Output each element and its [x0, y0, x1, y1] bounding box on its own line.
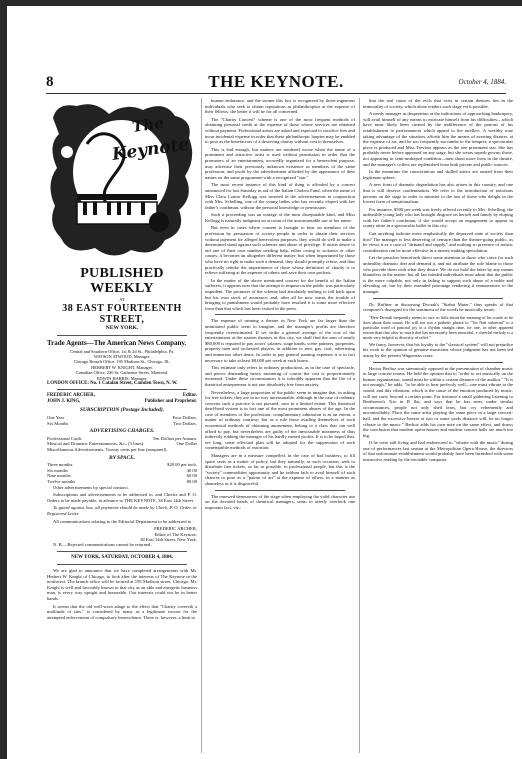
ad-row: Professional Cards Ten Dollars per Annum.	[47, 435, 197, 441]
article-paragraph: In the matter of the above mentioned concert for the benefit of the Italian sufferers, it appears now that the attempt to impose on the public was particularly impudent. The promoter of the scheme had absolutely nothing to fall back upon but his own stock of assurance; and, after all he now wants the trouble of bringing to punishment would probably have resulted it is some more effective form than that which has been visited in the press.	[205, 277, 355, 311]
svg-text:Keynote: Keynote	[110, 134, 191, 165]
scan-edge-left	[0, 0, 7, 759]
publisher-name: JOHN J. KING,	[47, 399, 81, 405]
divider	[373, 362, 503, 363]
column-divider	[359, 98, 360, 753]
page-header	[46, 74, 506, 92]
space-row: Six months 40 00	[47, 467, 197, 473]
article-paragraph: But even in cases where consent is brought to bear on members of the profession by persuasion of society people in order to obtain their services without payment for alleged benevolent purposes, they would do well to make a determined stand against such schemes and abuse of privilege. If artists desire to aid one of their own number needing help, either owing to sickness or other causes, it becomes an altogether different matter; but when importuned by those who have no right to make such a demand, they should promptly refuse, and thus practically rebuke the impertinence of those whose definition of charity is to relieve suffering at the expense of others and save their own pockets.	[205, 225, 355, 276]
divider	[373, 298, 503, 299]
column-divider	[201, 98, 202, 753]
article-paragraph: The "Charity Concert" scheme is one of the most frequent methods of obtaining personal credit at the expense of those whose services are obtained without payment. Professional artists are asked and expected to sacrifice fees and incur incidental expense in order that these philanthropic harpies may be enabled to pose as the benefactors of a deserving charity without cost to themselves.	[205, 116, 355, 145]
article-paragraph: We are glad to announce that we have completed arrangements with Mr. Herbert W. Knight of Chicago, to look after the interests of The Keynote in the northwest. The branch office will be located at 195 Madison street, Chicago. Mr. Knight is well and favorably known in that city as an able and energetic business man, is every way upright and honorable. Our interests could not be in better hands.	[47, 567, 197, 601]
divider	[215, 314, 345, 315]
article-paragraph: For instance, $500 per week was freely offered recently to Mrs. Schelling, the unfeasible young lady who has brought disgrace on herself and family by eloping with her father's coachman, if she would accept an engagement to appear in scanty attire in a spectacular ballet in this city.	[363, 206, 513, 229]
ad-row: Miscellaneous Advertisements, Twenty cents per line (nonpareil).	[47, 447, 168, 452]
article-paragraph: Managers are in a measure compelled, in the case of bad business, to fill space seats as a matter of policy, but they naturally, as such occasion, seek to distribute free tickets, so far as possible, to professional people, but this is the "society" commodities opportunity and be seldom fails to avail himself of such chances to pose as a "patron of art" at the expense of others, in a manner as shameless as it is disgraceful.	[205, 453, 355, 486]
guard-note: To guard against loss, all payments should be made by Check, P. O. Order, or Registered Letter.	[47, 505, 197, 516]
signature-address: 38 East 14th Street, New York.	[140, 536, 197, 542]
column-1	[47, 98, 197, 622]
article-paragraph: A new form of dramatic degradation has also arisen in this country, and one that is still deserve condemnation. We refer to the introduction of notorious persons on the stage in order to minister to the lust of those who delight in the lowest form of sensationalism.	[363, 182, 513, 205]
communications-note: All communications relating to the Editorial Department to be addressed to	[53, 518, 192, 524]
space-row: Nine months 60 00	[47, 473, 197, 479]
column-3	[363, 98, 513, 465]
office-line: Central and Southern Office, 1st & 2d St., Philadelphia, Pa.	[69, 348, 175, 354]
article-paragraph: Let the preacher henceforth direct some attention to those who crave for such unhealthy dramatic diet and demand it, and not attribute the sole blame to those who provide them with what they desire. We do not hold the latter by any means blameless in the matter, but all fair minded individuals must admit that the public is the more culpable, not only in failing to support such abuse of a noble and elevating art, but by their extended patronage rendering it remunerative to the manager.	[363, 255, 513, 294]
page-title: THE KEYNOTE.	[208, 72, 344, 91]
article-paragraph: Dr. Huffner in discussing Dvorak's "Stabat Mater," thus speaks of that composer's disregard for the sentiment of the words he musically treats:	[363, 301, 513, 313]
article-paragraph: Hector Berlioz was strenuously opposed to the presentation of chamber music in large concert rooms. He held the opinion that to "order to act musically on the human organization, sound must be within a certain distance of the auditor." "It is not enough," he adds, "to be able to hear perfectly well—one must vibrate to the sound, and this vibration, which is the cause of the emotion produced by music, will not carry beyond a certain point. For instance a small gathering listening to Beethoven's Trio in B flat, and says that he has seen, under similar circumstances, people not only shed tears, but cry vehemently and uncontrollably. Place the same artist playing the same piece in a large concert-hall, and the excessive heaver at two or some yards distance will, he no longer vibrate to the music." Berlioz adds his own note on the same effect, and draws the conclusion that modern opera-houses and modern concert halls are much too big.	[363, 365, 513, 438]
space-row: Twelve months 80 00	[47, 478, 197, 484]
ad-row: Musical and Dramatic Entertainments, &c., (3 lines) One Dollar	[47, 441, 197, 447]
published-weekly: PUBLISHED WEEKLY	[80, 266, 164, 296]
article-paragraph: The renewed denouncers of the stage when employing the valid character use on the devoted heads of theatrical managers, seem to utterly overlook one important fact, viz.:	[205, 493, 355, 510]
logo-lettering: The	[131, 113, 165, 136]
subscription-row: Six Months Two Dollars.	[47, 420, 197, 426]
office-line: EDWIN HARRIS, Manager.	[96, 375, 148, 381]
divider	[57, 564, 187, 565]
publisher-row	[47, 399, 197, 405]
divider	[57, 389, 187, 390]
signature-name: FREDERIC ARCHER,	[154, 526, 197, 532]
article-paragraph: This estimate only refers to ordinary productions, as in the case of spectacle, and pieces demanding heavy mounting of course the cost is proportionately increased. Under these circumstances it is tolerably apparent that the life of a theatrical entrepreneur is not one absolutely free from anxiety.	[205, 365, 355, 387]
by-space-title: BY SPACE.	[108, 454, 136, 461]
subscription-title: SUBSCRIPTION (Postage Included).	[79, 407, 164, 414]
article-paragraph: This is bad enough, but matters are rendered worse when the name of a prominent and attractive artist is used without permission in order that the promoters of an entertainment, avowedly organized for a benevolent purpose, may advertise their previously unknown existence as members of the same profession, and profit by the advertisement afforded by the appearance of their names on the same programme with a recognized "star."	[205, 146, 355, 180]
office-line: WATSON ATWOOD, Manager.	[93, 354, 151, 359]
subscription-row: One Year Four Dollars.	[47, 415, 197, 421]
at-label: AT	[119, 297, 125, 302]
article-paragraph: We fancy, however, that his loyalty to the "classical system" will not prejudice his work to the opinion of genuine musicians whose judgment has not been led astray by the present Wagnerian craze.	[363, 341, 513, 358]
city: NEW YORK.	[105, 325, 139, 331]
article-paragraph: that the real cause of the evils that exist in certain theatres lies in the immorality of society, which alone renders such stage evils possible.	[363, 98, 513, 109]
publisher-role: Publisher and Proprietor.	[144, 399, 197, 405]
article-paragraph: Such a proceeding was an outrage of the most disreputable kind, and Miss Kellogg is naturally indignant on account of the unwarrantable use of her name.	[205, 212, 355, 223]
article-paragraph: Can anything indicate more emphatically the depraved state of society than this? The manager is less deserving of censure than the theatre-going public, as he views it as a case of "demand and supply," and nothing so presence of artistic consideration can be more effective in a money making speculation.	[363, 231, 513, 253]
column-2	[205, 98, 355, 512]
office-line: Canadian Office, 230 St. Catharine Street, Montreal.	[75, 370, 169, 376]
office-line: Chicago Branch Office, 195 Madison St., Chicago, Ill.,	[73, 359, 171, 365]
other-ads-note: Other advertisements by special contract.	[53, 484, 129, 490]
article-paragraph: The most recent instance of this kind of thing is afforded by a concert announced for last Saturday in aid of the Italian Cholera Fund, when the name of Miss Clara Louise Kellogg was inserted in the advertisements in conjunction with Mrs. Schelling, one of the young ladies who has recently eloped with her father's coachman, without the personal knowledge or permission.	[205, 182, 355, 210]
trade-agents: Trade Agents—The American News Company.	[47, 338, 187, 347]
subscriptions-note: Subscriptions and advertisements to be addressed to, and Checks and P. O. Orders to be made payable, in advance to THE KEYNOTE, 38 East 14th Street.	[47, 492, 197, 503]
divider	[215, 490, 345, 491]
scan-edge-top	[0, 0, 522, 6]
editor-role: Editor.	[182, 393, 197, 399]
masthead-logo	[47, 98, 197, 263]
office-line: HERBERT W. KNIGHT, Manager.	[91, 364, 153, 370]
block-quote: "Herr Dvorak frequently seems to care so little about the meaning of his words as he does about their sound. He will not suit a pathetic phrase to "Tui Nati vulnerati" to a particular word of pastoral joy in a rhythm straight time, for one, or other apparent reason than that after so much that has necessarily been mournful, a cheerful melody is a mode very helpful to diversity of relief."	[363, 314, 513, 340]
dateline: NEW YORK, SATURDAY, OCTOBER 4, 1884.	[71, 554, 173, 560]
article-paragraph: The expense of running a theatre in New York are far larger than the uninitiated public seem to imagine, and the manager's profits are therefore frequently overestimated. If we strike a general average of the cost of the entertainment at the sixteen theatres in this city, we shall find the sum of nearly $80,000 is required to pay actors' salaries, stage hands, scene painters, properties, property men and orchestral players, in addition to rent, gas, coal, advertising and numerous other items. In order to pay general running expenses it is in fact necessary to take at least $8,000 per week at each house.	[205, 318, 355, 363]
article-paragraph: It seems that the old well-worn adage to the effect that "Charity covereth a multitude of sins," is considered by many as a legitimate excuse for the attempted enforcement of compulsory benevolence. There is, however, a limit to	[47, 603, 197, 620]
divider	[57, 335, 187, 336]
office-line: LONDON OFFICE: No. 1 Catalan Street, Camden Town, N. W.	[47, 381, 178, 387]
office-address: 38 EAST FOURTEENTH STREET,	[62, 303, 182, 325]
space-row: Three months $20 00 per inch.	[47, 462, 197, 468]
article-paragraph: In the meantime the conscientious and skilled artists are ousted from their legitimate sphere.	[363, 169, 513, 180]
advertising-title: ADVERTISING CHARGES.	[89, 428, 155, 435]
header-rule	[46, 93, 506, 94]
editor-name: FREDERIC ARCHER,	[47, 393, 95, 399]
article-paragraph: A needy manager in desperation at the indications of approaching bankruptcy, will avail himself of any means to extricate himself from his difficulties—which have most likely been created by the indifference of the patrons of his establishment to performances which appeal to the intellect. A wealthy roue taking advantage of the situation, affords him the means of averting disaster, at the expense of art, and he too frequently succumbs to the tempter; a spectacular piece is produced and Miss Trevlata appears as the one prominent star. She has probably never before appeared on any stage, but she wears superb gowns; those, not appearing in semi-undraped condition—men shout more from in the theatre, and the manager's coffers are replenished from both private and public sources.	[363, 111, 513, 167]
page-date: October 4, 1884.	[458, 78, 506, 86]
nb-note: N. B.—Rejected communications cannot be returned.	[53, 542, 152, 548]
page-number: 8	[46, 74, 54, 90]
article-paragraph: human endurance, and the sooner this fact is recognized by those ingenious individuals who seek to obtain reputations as philanthropists at the expense of their fellows, the better it will be for all concerned.	[205, 98, 355, 115]
article-paragraph: If he were still living and had endeavored to "vibrate with the music" during one of performances last season at the Metropolitan Opera House, the directors of that unfortunate establishment would probably have been furnished with some instructive reading by the excitable composer.	[363, 440, 513, 463]
divider	[57, 551, 187, 552]
article-paragraph: Nevertheless, a large proportion of the public seem to imagine that, in asking for free tickets, they are in no way unreasonable, although in the case of ordinary concerts such a practice is not pursued, save in a limited extent. This theatrical dead-head system is in fact one of the most prominent abuses of the age. In the case of members of the profession, complimentary admission is as an extent, a matter of ordinary courtesy; but as a rule those availing themselves of such economical methods of obtaining amusement, belong to a class that can well afford to pay, but nevertheless are guilty of the inexcusable meanness of thus indirectly robbing the manager of his hardly earned profits. It is to be hoped that, ere long, some effectual plan will be adopted for the suppression of such contemptible methods of extortion.	[205, 389, 355, 451]
signature-title: Editor of The Keynote,	[154, 531, 197, 537]
